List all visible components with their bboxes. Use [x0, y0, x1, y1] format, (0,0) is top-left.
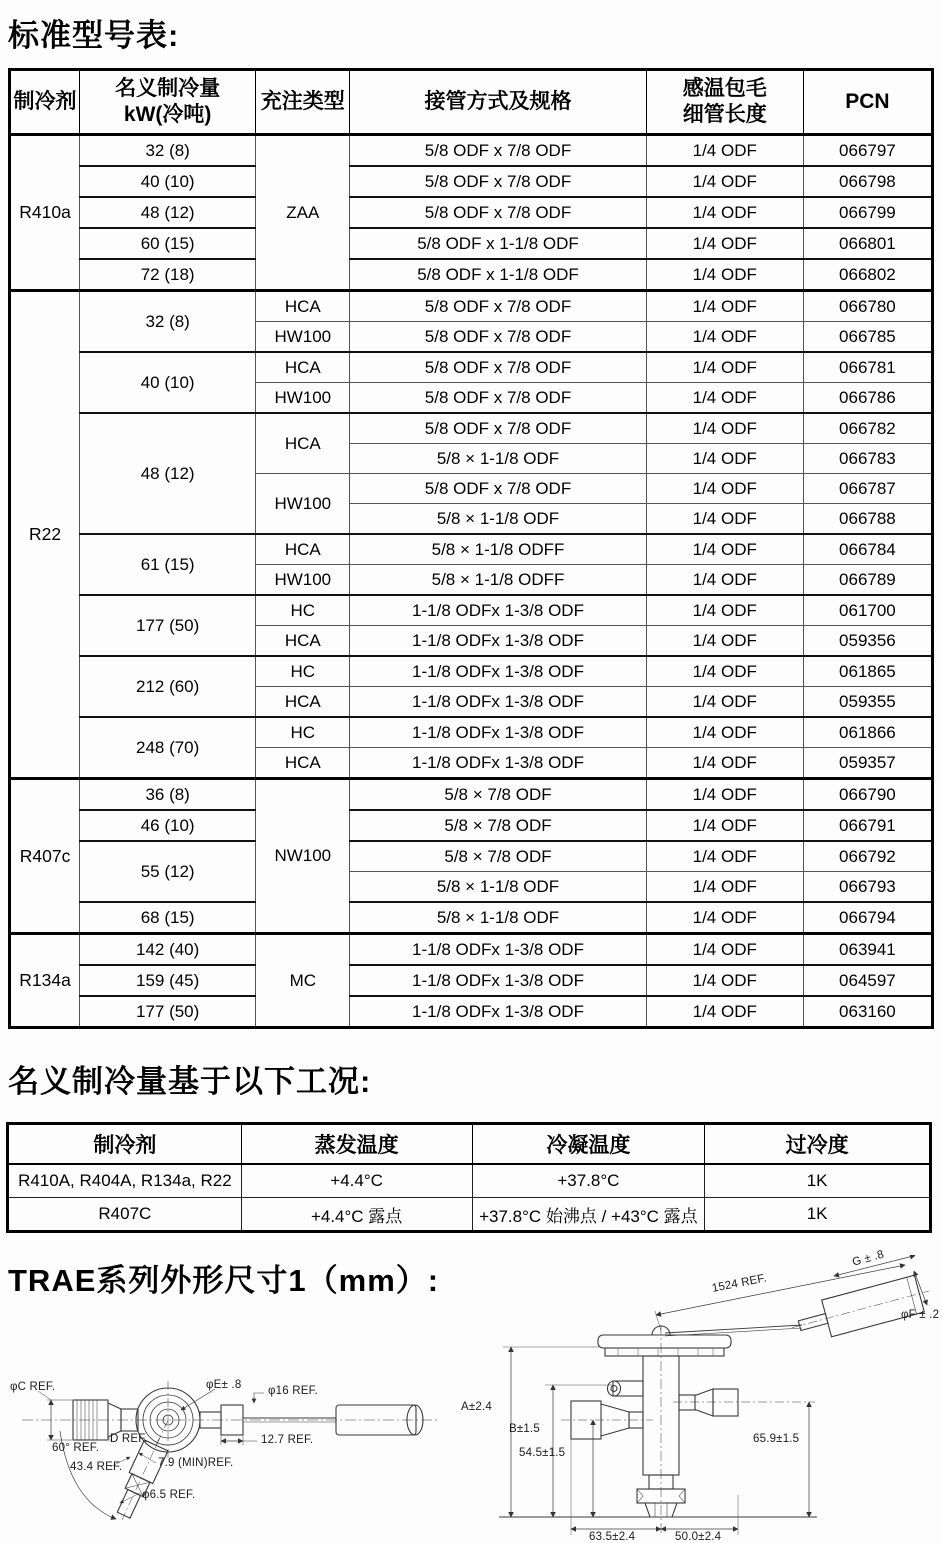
- cond-temp-cell: +37.8°C 始沸点 / +43°C 露点: [472, 1198, 705, 1232]
- g-dim-label: G ± .8: [851, 1248, 886, 1269]
- bulb-capillary-cell: 1/4 ODF: [646, 135, 803, 167]
- bulb-capillary-cell: 1/4 ODF: [646, 474, 803, 504]
- charge-type-cell: HW100: [256, 383, 350, 414]
- pcn-cell: 066793: [803, 872, 932, 903]
- charge-type-cell: HCA: [256, 687, 350, 718]
- model-table-row: [10, 902, 933, 934]
- connection-cell: 1-1/8 ODFx 1-3/8 ODF: [350, 934, 646, 966]
- refrigerant-cell: R22: [10, 291, 80, 779]
- phi-c-label: φC REF.: [10, 1381, 56, 1393]
- dim-500-label: 50.0±2.4: [675, 1531, 722, 1543]
- bulb-capillary-cell: 1/4 ODF: [646, 504, 803, 535]
- header-capacity-line2: kW(冷吨): [123, 103, 212, 126]
- model-table-row: [10, 841, 933, 872]
- model-table-row: [10, 996, 933, 1028]
- subcooling-cell: 1K: [705, 1198, 931, 1232]
- connection-cell: 5/8 ODF x 7/8 ODF: [350, 166, 646, 197]
- charge-type-cell: HW100: [256, 322, 350, 353]
- charge-type-cell: HCA: [256, 748, 350, 779]
- bulb-capillary-cell: 1/4 ODF: [646, 291, 803, 322]
- header-pcn: PCN: [803, 70, 932, 135]
- capacity-cell: 142 (40): [80, 934, 256, 966]
- connection-cell: 5/8 ODF x 7/8 ODF: [350, 383, 646, 414]
- connection-cell: 5/8 ODF x 1-1/8 ODF: [350, 259, 646, 291]
- connection-cell: 1-1/8 ODFx 1-3/8 ODF: [350, 626, 646, 657]
- connection-cell: 1-1/8 ODFx 1-3/8 ODF: [350, 717, 646, 748]
- bulb-capillary-cell: 1/4 ODF: [646, 687, 803, 718]
- header-subcooling: 过冷度: [705, 1124, 931, 1165]
- model-table-row: [10, 595, 933, 626]
- pcn-cell: 066786: [803, 383, 932, 414]
- bulb-capillary-cell: 1/4 ODF: [646, 779, 803, 811]
- pcn-cell: 066801: [803, 228, 932, 259]
- bulb-capillary-cell: 1/4 ODF: [646, 810, 803, 841]
- charge-type-cell: HC: [256, 656, 350, 687]
- cond-temp-cell: +37.8°C: [472, 1164, 705, 1198]
- model-header-row: [10, 70, 933, 135]
- condition-table-body: [8, 1164, 931, 1232]
- bulb-capillary-cell: 1/4 ODF: [646, 841, 803, 872]
- capacity-cell: 61 (15): [80, 534, 256, 595]
- model-table-row: [10, 197, 933, 228]
- model-table-row: [10, 534, 933, 565]
- charge-type-cell: MC: [256, 934, 350, 1028]
- capacity-cell: 159 (45): [80, 965, 256, 996]
- charge-type-cell: HCA: [256, 352, 350, 383]
- pcn-cell: 061700: [803, 595, 932, 626]
- pcn-cell: 059355: [803, 687, 932, 718]
- model-table-row: [10, 717, 933, 748]
- pcn-cell: 066787: [803, 474, 932, 504]
- connection-cell: 5/8 ODF x 7/8 ODF: [350, 322, 646, 353]
- capacity-cell: 177 (50): [80, 595, 256, 656]
- pcn-cell: 063941: [803, 934, 932, 966]
- bulb-capillary-cell: 1/4 ODF: [646, 352, 803, 383]
- subcooling-cell: 1K: [705, 1164, 931, 1198]
- capacity-cell: 212 (60): [80, 656, 256, 717]
- connection-cell: 5/8 ODF x 7/8 ODF: [350, 413, 646, 444]
- header-bulb-line2: 细管长度: [682, 103, 767, 126]
- charge-type-cell: HCA: [256, 291, 350, 322]
- bulb-capillary-cell: 1/4 ODF: [646, 934, 803, 966]
- capacity-cell: 32 (8): [80, 291, 256, 353]
- bulb-capillary-cell: 1/4 ODF: [646, 656, 803, 687]
- standard-models-title: 标准型号表:: [8, 18, 180, 53]
- capacity-cell: 32 (8): [80, 135, 256, 167]
- header-cond-temp: 冷凝温度: [472, 1124, 705, 1165]
- connection-cell: 1-1/8 ODFx 1-3/8 ODF: [350, 656, 646, 687]
- evap-temp-cell: +4.4°C 露点: [241, 1198, 472, 1232]
- connection-cell: 5/8 × 1-1/8 ODF: [350, 504, 646, 535]
- pcn-cell: 059357: [803, 748, 932, 779]
- bulb-capillary-cell: 1/4 ODF: [646, 166, 803, 197]
- condition-table-header: [8, 1124, 931, 1165]
- bulb-capillary-cell: 1/4 ODF: [646, 444, 803, 474]
- dim-434-label: 43.4 REF.: [70, 1461, 123, 1473]
- condition-table: [6, 1122, 932, 1233]
- model-table-header: [10, 70, 933, 135]
- model-table-row: [10, 965, 933, 996]
- pcn-cell: 066788: [803, 504, 932, 535]
- pcn-cell: 061865: [803, 656, 932, 687]
- bulb-capillary-cell: 1/4 ODF: [646, 748, 803, 779]
- pcn-cell: 066792: [803, 841, 932, 872]
- connection-cell: 5/8 × 1-1/8 ODFF: [350, 534, 646, 565]
- capacity-cell: 36 (8): [80, 779, 256, 811]
- bulb-capillary-cell: 1/4 ODF: [646, 413, 803, 444]
- phi-16-label: φ16 REF.: [268, 1385, 318, 1397]
- model-table-row: [10, 228, 933, 259]
- capacity-cell: 55 (12): [80, 841, 256, 902]
- connection-cell: 5/8 ODF x 7/8 ODF: [350, 352, 646, 383]
- bulb-capillary-cell: 1/4 ODF: [646, 717, 803, 748]
- bulb-capillary-cell: 1/4 ODF: [646, 565, 803, 596]
- connection-cell: 1-1/8 ODFx 1-3/8 ODF: [350, 595, 646, 626]
- capacity-cell: 72 (18): [80, 259, 256, 291]
- model-table-row: [10, 779, 933, 811]
- bulb-capillary-cell: 1/4 ODF: [646, 626, 803, 657]
- pcn-cell: 059356: [803, 626, 932, 657]
- refrigerant-cell: R410a: [10, 135, 80, 291]
- header-connection: 接管方式及规格: [350, 70, 646, 135]
- standard-model-table: [8, 68, 934, 1029]
- capacity-cell: 48 (12): [80, 197, 256, 228]
- connection-cell: 1-1/8 ODFx 1-3/8 ODF: [350, 748, 646, 779]
- b-dim-label: B±1.5: [509, 1423, 540, 1435]
- charge-type-cell: NW100: [256, 779, 350, 934]
- capacity-cell: 40 (10): [80, 352, 256, 413]
- header-capacity: [80, 70, 256, 135]
- pcn-cell: 066799: [803, 197, 932, 228]
- bulb-capillary-cell: 1/4 ODF: [646, 322, 803, 353]
- condition-header-row: [8, 1124, 931, 1165]
- pcn-cell: 066798: [803, 166, 932, 197]
- capacity-cell: 68 (15): [80, 902, 256, 934]
- phi-65-label: φ6.5 REF.: [142, 1489, 196, 1501]
- connection-cell: 1-1/8 ODFx 1-3/8 ODF: [350, 965, 646, 996]
- connection-cell: 5/8 × 1-1/8 ODF: [350, 444, 646, 474]
- bulb-capillary-cell: 1/4 ODF: [646, 996, 803, 1028]
- dim-659-label: 65.9±1.5: [753, 1433, 800, 1445]
- model-table-row: [10, 810, 933, 841]
- pcn-cell: 064597: [803, 965, 932, 996]
- left-dimension-drawing: [8, 1343, 448, 1543]
- capacity-cell: 46 (10): [80, 810, 256, 841]
- model-table-row: [10, 934, 933, 966]
- charge-type-cell: HCA: [256, 534, 350, 565]
- model-table-row: [10, 352, 933, 383]
- connection-cell: 5/8 × 7/8 ODF: [350, 779, 646, 811]
- connection-cell: 1-1/8 ODFx 1-3/8 ODF: [350, 687, 646, 718]
- capacity-cell: 248 (70): [80, 717, 256, 779]
- capacity-cell: 48 (12): [80, 413, 256, 534]
- charge-type-cell: HCA: [256, 413, 350, 474]
- dim-127-label: 12.7 REF.: [261, 1434, 314, 1446]
- pcn-cell: 066785: [803, 322, 932, 353]
- phi-e-label: φE± .8: [206, 1379, 242, 1391]
- pcn-cell: 061866: [803, 717, 932, 748]
- cond-refrigerant-cell: R407C: [8, 1198, 242, 1232]
- model-table-row: [10, 291, 933, 322]
- bulb-capillary-cell: 1/4 ODF: [646, 197, 803, 228]
- bulb-capillary-cell: 1/4 ODF: [646, 383, 803, 414]
- pcn-cell: 063160: [803, 996, 932, 1028]
- model-table-body: [10, 135, 933, 1028]
- cap-len-label: 1524 REF.: [711, 1272, 768, 1295]
- pcn-cell: 066797: [803, 135, 932, 167]
- cond-refrigerant-cell: R410A, R404A, R134a, R22: [8, 1164, 242, 1198]
- dimensions-title: TRAE系列外形尺寸1（mm）:: [8, 1263, 440, 1298]
- header-bulb-line1: 感温包毛: [682, 76, 767, 100]
- phi-f-label: φF ± .2: [901, 1309, 940, 1321]
- bulb-capillary-cell: 1/4 ODF: [646, 259, 803, 291]
- dim-79-label: 7.9 (MIN)REF.: [158, 1457, 234, 1469]
- bulb-capillary-cell: 1/4 ODF: [646, 902, 803, 934]
- connection-cell: 1-1/8 ODFx 1-3/8 ODF: [350, 996, 646, 1028]
- charge-type-cell: HW100: [256, 474, 350, 535]
- connection-cell: 5/8 × 1-1/8 ODF: [350, 902, 646, 934]
- bulb-capillary-cell: 1/4 ODF: [646, 965, 803, 996]
- model-table-row: [10, 135, 933, 167]
- header-evap-temp: 蒸发温度: [241, 1124, 472, 1165]
- capacity-cell: 177 (50): [80, 996, 256, 1028]
- connection-cell: 5/8 ODF x 7/8 ODF: [350, 197, 646, 228]
- model-table-row: [10, 259, 933, 291]
- pcn-cell: 066790: [803, 779, 932, 811]
- pcn-cell: 066789: [803, 565, 932, 596]
- refrigerant-cell: R407c: [10, 779, 80, 934]
- connection-cell: 5/8 ODF x 1-1/8 ODF: [350, 228, 646, 259]
- refrigerant-cell: R134a: [10, 934, 80, 1028]
- header-refrigerant: 制冷剂: [10, 70, 80, 135]
- model-table-row: [10, 656, 933, 687]
- pcn-cell: 066780: [803, 291, 932, 322]
- dim-545-label: 54.5±1.5: [519, 1447, 566, 1459]
- capacity-cell: 60 (15): [80, 228, 256, 259]
- pcn-cell: 066781: [803, 352, 932, 383]
- bulb-capillary-cell: 1/4 ODF: [646, 595, 803, 626]
- bulb-capillary-cell: 1/4 ODF: [646, 872, 803, 903]
- charge-type-cell: HC: [256, 717, 350, 748]
- evap-temp-cell: +4.4°C: [241, 1164, 472, 1198]
- a-dim-label: A±2.4: [461, 1401, 492, 1413]
- angle-60-label: 60° REF.: [52, 1442, 100, 1454]
- connection-cell: 5/8 × 1-1/8 ODFF: [350, 565, 646, 596]
- condition-table-row: [8, 1164, 931, 1198]
- model-table-row: [10, 166, 933, 197]
- capacity-cell: 40 (10): [80, 166, 256, 197]
- connection-cell: 5/8 × 1-1/8 ODF: [350, 872, 646, 903]
- d-ref-label: D REF.: [110, 1433, 148, 1445]
- pcn-cell: 066802: [803, 259, 932, 291]
- conditions-title: 名义制冷量基于以下工况:: [8, 1064, 372, 1099]
- pcn-cell: 066794: [803, 902, 932, 934]
- charge-type-cell: HCA: [256, 626, 350, 657]
- dim-635-label: 63.5±2.4: [589, 1531, 636, 1543]
- connection-cell: 5/8 ODF x 7/8 ODF: [350, 135, 646, 167]
- condition-table-row: [8, 1198, 931, 1232]
- connection-cell: 5/8 ODF x 7/8 ODF: [350, 474, 646, 504]
- pcn-cell: 066783: [803, 444, 932, 474]
- model-table-row: [10, 413, 933, 444]
- header-capacity-line1: 名义制冷量: [115, 76, 221, 100]
- connection-cell: 5/8 × 7/8 ODF: [350, 841, 646, 872]
- pcn-cell: 066782: [803, 413, 932, 444]
- connection-cell: 5/8 × 7/8 ODF: [350, 810, 646, 841]
- pcn-cell: 066784: [803, 534, 932, 565]
- bulb-capillary-cell: 1/4 ODF: [646, 228, 803, 259]
- charge-type-cell: ZAA: [256, 135, 350, 291]
- header-bulb-capillary: [646, 70, 803, 135]
- connection-cell: 5/8 ODF x 7/8 ODF: [350, 291, 646, 322]
- charge-type-cell: HC: [256, 595, 350, 626]
- pcn-cell: 066791: [803, 810, 932, 841]
- header-charge-type: 充注类型: [256, 70, 350, 135]
- charge-type-cell: HW100: [256, 565, 350, 596]
- header-cond-refrigerant: 制冷剂: [8, 1124, 242, 1165]
- bulb-capillary-cell: 1/4 ODF: [646, 534, 803, 565]
